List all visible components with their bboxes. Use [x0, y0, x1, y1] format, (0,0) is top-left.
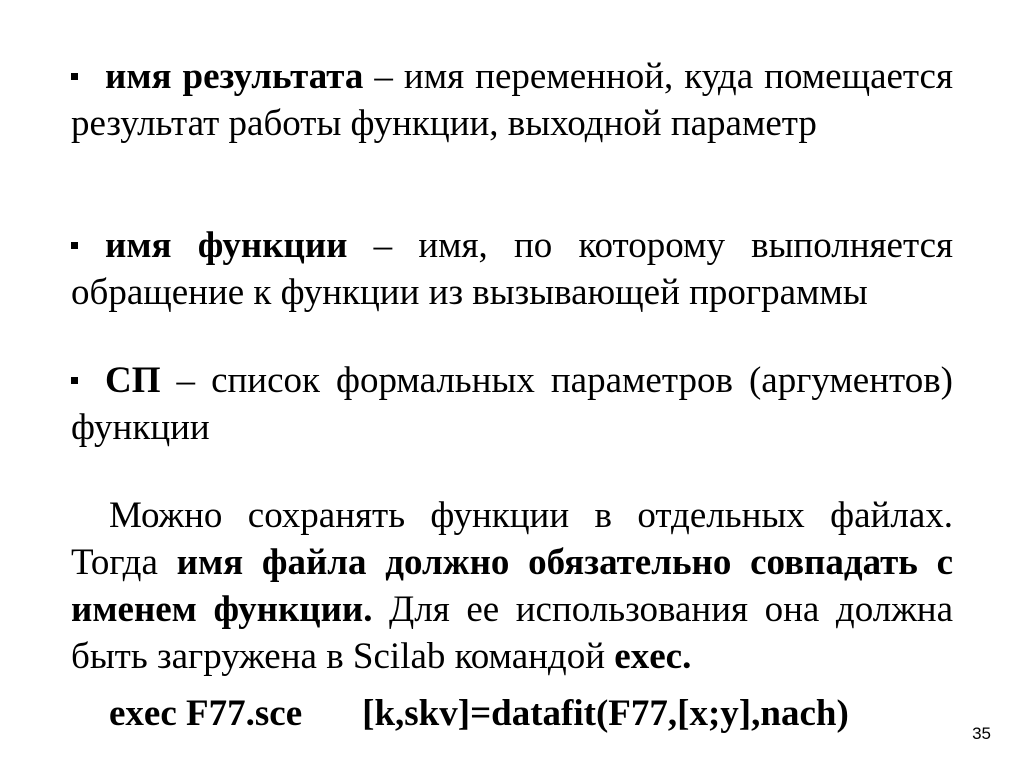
exec-command: exec F77.sce: [109, 693, 303, 734]
paragraph-bold-text: имя файла должно обязательно совпадать с именем функции.: [71, 542, 953, 630]
bullet-item: [71, 357, 953, 451]
code-example: [109, 690, 849, 737]
bullet-text: список формальных параметров (аргументов) функции: [71, 360, 954, 448]
bullet-text: имя, по которому выполняется обращение к функции из вызывающей программы: [71, 225, 954, 313]
bullet-dash: –: [374, 56, 393, 97]
bullet-dash: –: [176, 360, 196, 401]
bullet-square-icon: [71, 377, 78, 384]
bullet-item: [71, 222, 953, 316]
page-number: 35: [972, 724, 991, 743]
paragraph-text: Можно сохранять функции в отдельных файлах. Тогда: [71, 495, 953, 583]
datafit-command: [k,skv]=datafit(F77,[x;y],nach): [362, 693, 849, 734]
bullet-dash: –: [373, 225, 393, 266]
bullet-term: СП: [105, 360, 161, 401]
bullet-square-icon: [71, 73, 78, 80]
bullet-term: имя функции: [105, 225, 348, 266]
body-paragraph: [71, 492, 953, 680]
bullet-text: имя переменной, куда помещается результат работы функции, выходной параметр: [71, 56, 953, 144]
paragraph-bold-command: exec.: [614, 636, 692, 677]
bullet-item: [71, 53, 953, 147]
bullet-term: имя результата: [105, 56, 364, 97]
bullet-square-icon: [71, 242, 78, 249]
paragraph-text: Для ее использования она должна быть загружена в Scilab командой: [71, 589, 953, 677]
